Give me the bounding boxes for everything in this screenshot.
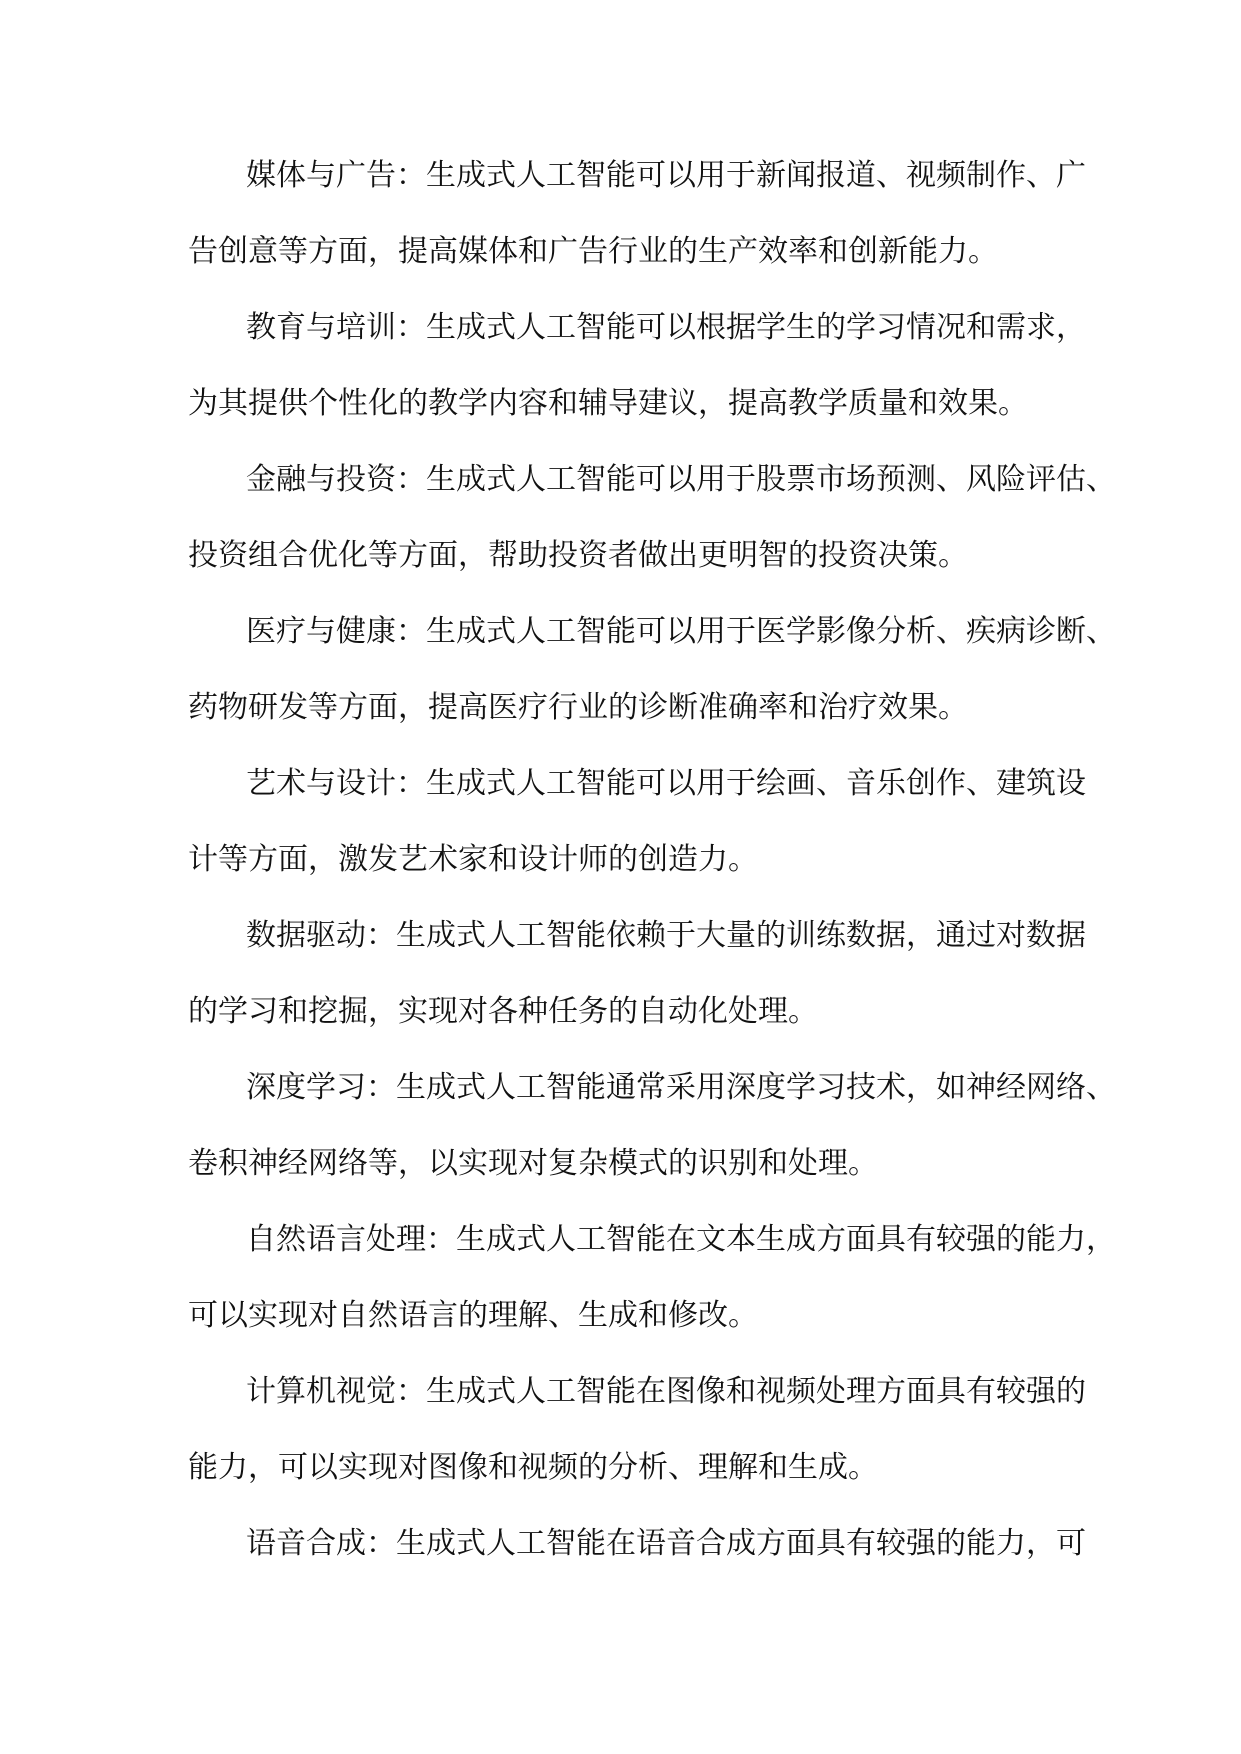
paragraph-line: 可以实现对自然语言的理解、生成和修改。 <box>188 1298 758 1333</box>
paragraph-line: 计等方面，激发艺术家和设计师的创造力。 <box>188 842 758 877</box>
paragraph-line: 为其提供个性化的教学内容和辅导建议，提高教学质量和效果。 <box>188 386 1028 421</box>
paragraph-line: 媒体与广告：生成式人工智能可以用于新闻报道、视频制作、广 <box>246 158 1086 193</box>
paragraph-media-advertising <box>188 138 1086 290</box>
paragraph-finance-investment <box>188 442 1116 594</box>
paragraph-line: 药物研发等方面，提高医疗行业的诊断准确率和治疗效果。 <box>188 690 968 725</box>
document-body <box>188 138 1116 1582</box>
paragraph-line: 金融与投资：生成式人工智能可以用于股票市场预测、风险评估、 <box>246 462 1116 497</box>
paragraph-education-training <box>188 290 1086 442</box>
paragraph-line: 数据驱动：生成式人工智能依赖于大量的训练数据，通过对数据 <box>246 918 1086 953</box>
paragraph-healthcare <box>188 594 1116 746</box>
paragraph-data-driven <box>188 898 1086 1050</box>
paragraph-line: 的学习和挖掘，实现对各种任务的自动化处理。 <box>188 994 818 1029</box>
paragraph-deep-learning <box>188 1050 1116 1202</box>
paragraph-art-design <box>188 746 1086 898</box>
paragraph-nlp <box>188 1202 1116 1354</box>
paragraph-line: 医疗与健康：生成式人工智能可以用于医学影像分析、疾病诊断、 <box>246 614 1116 649</box>
paragraph-line: 艺术与设计：生成式人工智能可以用于绘画、音乐创作、建筑设 <box>246 766 1086 801</box>
paragraph-line: 深度学习：生成式人工智能通常采用深度学习技术，如神经网络、 <box>246 1070 1116 1105</box>
paragraph-computer-vision <box>188 1354 1086 1506</box>
paragraph-speech-synthesis <box>188 1506 1086 1582</box>
paragraph-line: 告创意等方面，提高媒体和广告行业的生产效率和创新能力。 <box>188 234 998 269</box>
paragraph-line: 自然语言处理：生成式人工智能在文本生成方面具有较强的能力， <box>246 1222 1116 1257</box>
paragraph-line: 卷积神经网络等，以实现对复杂模式的识别和处理。 <box>188 1146 878 1181</box>
paragraph-line: 能力，可以实现对图像和视频的分析、理解和生成。 <box>188 1450 878 1485</box>
paragraph-line: 计算机视觉：生成式人工智能在图像和视频处理方面具有较强的 <box>246 1374 1086 1409</box>
paragraph-line: 投资组合优化等方面，帮助投资者做出更明智的投资决策。 <box>188 538 968 573</box>
paragraph-line: 语音合成：生成式人工智能在语音合成方面具有较强的能力，可 <box>246 1526 1086 1561</box>
paragraph-line: 教育与培训：生成式人工智能可以根据学生的学习情况和需求， <box>246 310 1086 345</box>
